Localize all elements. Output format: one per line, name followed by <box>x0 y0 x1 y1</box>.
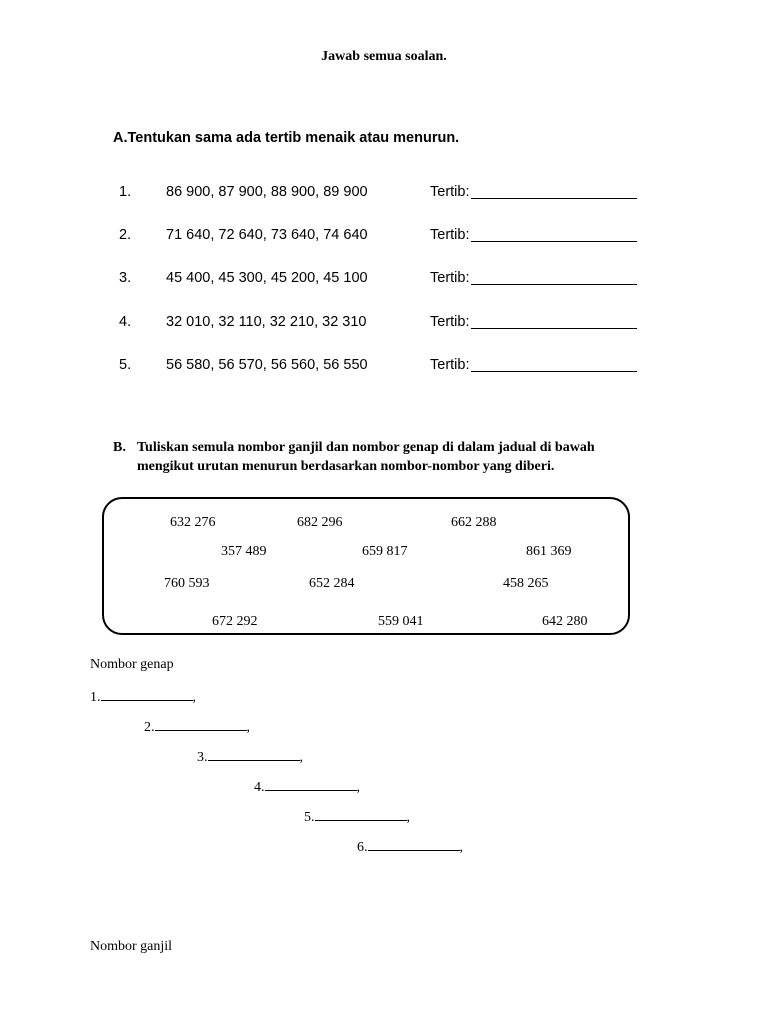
section-a-heading: A.Tentukan sama ada tertib menaik atau menurun. <box>113 130 460 146</box>
answer-label: Tertib: <box>430 270 470 286</box>
given-number: 559 041 <box>378 614 424 629</box>
even-answer-1 <box>90 688 196 706</box>
separator: , <box>406 810 410 825</box>
question-number: 2. <box>119 227 132 243</box>
even-numbers-label: Nombor genap <box>90 657 174 672</box>
answer-blank[interactable] <box>471 198 637 199</box>
answer-label: Tertib: <box>430 227 470 243</box>
answer-blank[interactable] <box>471 328 637 329</box>
given-number: 652 284 <box>309 576 355 591</box>
even-answer-5 <box>304 808 410 826</box>
even-answer-4 <box>254 778 360 796</box>
question-row-5 <box>0 357 768 377</box>
question-sequence: 71 640, 72 640, 73 640, 74 640 <box>166 227 368 243</box>
question-number: 1. <box>119 184 132 200</box>
separator: , <box>459 840 463 855</box>
given-number: 632 276 <box>170 515 216 530</box>
answer-label: Tertib: <box>430 357 470 373</box>
given-number: 659 817 <box>362 544 408 559</box>
given-number: 458 265 <box>503 576 549 591</box>
answer-number: 5. <box>304 810 315 825</box>
section-b-instruction-line-1: Tuliskan semula nombor ganjil dan nombor genap di dalam jadual di bawah <box>137 440 595 455</box>
answer-blank[interactable] <box>471 241 637 242</box>
given-number: 682 296 <box>297 515 343 530</box>
answer-blank[interactable] <box>265 778 357 791</box>
even-answer-6 <box>357 838 463 856</box>
question-number: 4. <box>119 314 132 330</box>
answer-blank[interactable] <box>155 718 247 731</box>
even-answer-2 <box>144 718 250 736</box>
given-number: 672 292 <box>212 614 258 629</box>
question-sequence: 32 010, 32 110, 32 210, 32 310 <box>166 314 367 330</box>
odd-numbers-label: Nombor ganjil <box>90 939 173 954</box>
answer-blank[interactable] <box>315 808 407 821</box>
answer-blank[interactable] <box>471 371 637 372</box>
separator: , <box>356 780 360 795</box>
question-row-3 <box>0 270 768 290</box>
question-number: 3. <box>119 270 132 286</box>
section-b-instruction-line-2: mengikut urutan menurun berdasarkan nombor-nombor yang diberi. <box>137 459 555 474</box>
answer-label: Tertib: <box>430 314 470 330</box>
answer-number: 6. <box>357 840 368 855</box>
question-number: 5. <box>119 357 132 373</box>
answer-number: 4. <box>254 780 265 795</box>
answer-label: Tertib: <box>430 184 470 200</box>
question-sequence: 45 400, 45 300, 45 200, 45 100 <box>166 270 368 286</box>
section-b-marker: B. <box>113 440 126 455</box>
answer-blank[interactable] <box>471 284 637 285</box>
page-title: Jawab semua soalan. <box>321 49 447 64</box>
answer-blank[interactable] <box>208 748 300 761</box>
answer-blank[interactable] <box>368 838 460 851</box>
given-number: 662 288 <box>451 515 497 530</box>
separator: , <box>192 690 196 705</box>
separator: , <box>299 750 303 765</box>
given-number: 760 593 <box>164 576 210 591</box>
question-row-4 <box>0 314 768 334</box>
question-row-1 <box>0 184 768 204</box>
answer-number: 2. <box>144 720 155 735</box>
given-number: 642 280 <box>542 614 588 629</box>
answer-number: 3. <box>197 750 208 765</box>
separator: , <box>246 720 250 735</box>
question-row-2 <box>0 227 768 247</box>
answer-number: 1. <box>90 690 101 705</box>
even-answer-3 <box>197 748 303 766</box>
question-sequence: 56 580, 56 570, 56 560, 56 550 <box>166 357 368 373</box>
question-sequence: 86 900, 87 900, 88 900, 89 900 <box>166 184 368 200</box>
given-number: 861 369 <box>526 544 572 559</box>
answer-blank[interactable] <box>101 688 193 701</box>
given-number: 357 489 <box>221 544 267 559</box>
